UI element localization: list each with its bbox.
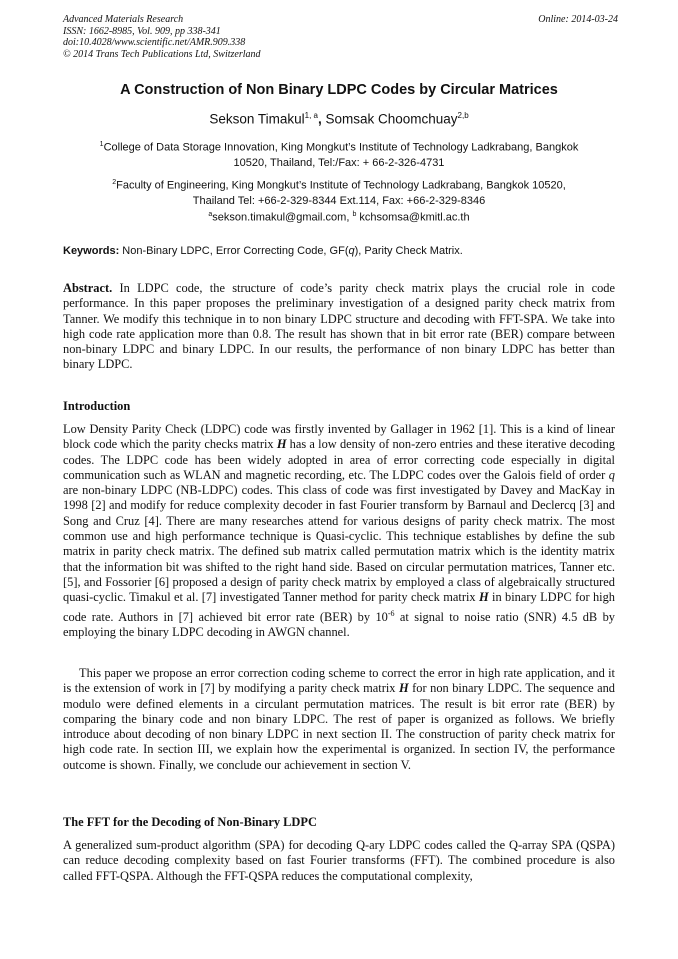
intro-p1-part-a: Low Density Parity Check (LDPC) code was firstly invented by Gallager in 1962 [1]. This is a kind of linear block code which the parity checks matrix xyxy=(63,422,615,452)
author-1-superscript: 1, a xyxy=(304,111,318,120)
online-date: Online: 2014-03-24 xyxy=(538,14,618,25)
fft-paragraph-1: A generalized sum-product algorithm (SPA) for decoding Q-ary LDPC codes called the Q-array SPA (QSPA) can reduce decoding complexity based on fast Fourier transforms (FFT). The combined procedure is also called FFT-QSPA. Although the FFT-QSPA reduces the computational complexity, xyxy=(63,838,615,883)
doi-line: doi:10.4028/www.scientific.net/AMR.909.338 xyxy=(63,37,246,48)
abstract-label: Abstract. xyxy=(63,281,113,295)
email-line xyxy=(55,207,623,226)
introduction-heading: Introduction xyxy=(63,399,131,413)
matrix-h-symbol: H xyxy=(276,437,287,452)
author-2-superscript: 2,b xyxy=(457,111,469,120)
intro-p2-part-a: This paper we propose an error correction coding scheme to correct the error in high rate application, and it is the extension of work in [7] by modifying a parity check matrix xyxy=(63,666,615,696)
author-line xyxy=(40,111,638,127)
affiliation-2 xyxy=(55,175,623,210)
email-a: sekson.timakul@gmail.com, xyxy=(212,211,353,224)
keywords-label: Keywords: xyxy=(63,245,120,257)
author-1: Sekson Timakul xyxy=(209,111,305,127)
affiliation-1-line-1: College of Data Storage Innovation, King Mongkut’s Institute of Technology Ladkrabang, Bangkok xyxy=(103,141,579,154)
affiliation-1 xyxy=(55,137,623,172)
issn-line: ISSN: 1662-8985, Vol. 909, pp 338-341 xyxy=(63,25,221,37)
ber-exponent: -6 xyxy=(387,608,395,618)
matrix-h-symbol: H xyxy=(399,681,409,696)
intro-p1-part-b: has a low density of non-zero entries and these iterative decoding codes. The LDPC code has been widely adopted in area of error correcting code especially in digital communication such as WLAN and magnetic recording, etc. The LDPC codes over the Galois field of order xyxy=(63,437,615,482)
affiliation-1-line-2: 10520, Thailand, Tel:/Fax: + 66-2-326-4731 xyxy=(233,157,445,170)
matrix-h-symbol: H xyxy=(478,590,489,605)
intro-p2-part-b: for non binary LDPC. The sequence and modulo were defined elements in a circulant permutation matrices. The result is bit error rate (BER) by comparing the binary code and non binary LDPC. The rest of paper is organized as follows. We briefly introduce about decoding of non binary LDPC in next section II. The construction of parity check matrix for high code rate. In section III, we explain how the experimental is organized. In section IV, the performance outcome is shown. Finally, we conclude our achievement in section V. xyxy=(63,681,615,772)
email-b-superscript: b xyxy=(352,211,357,218)
introduction-paragraph-2 xyxy=(63,666,615,773)
intro-p1-part-d: in binary LDPC for high code rate. Authors in [7] achieved bit error rate (BER) by 10 xyxy=(63,590,616,624)
copyright-line: © 2014 Trans Tech Publications Ltd, Switzerland xyxy=(63,48,261,60)
field-order-q: q xyxy=(608,467,615,482)
affiliation-2-line-2: Thailand Tel: +66-2-329-8344 Ext.114, Fax: +66-2-329-8346 xyxy=(192,195,486,208)
email-b: kchsomsa@kmitl.ac.th xyxy=(356,211,470,224)
fft-section-heading: The FFT for the Decoding of Non-Binary LDPC xyxy=(63,815,317,829)
affiliation-2-line-1: Faculty of Engineering, King Mongkut’s Institute of Technology Ladkrabang, Bangkok 10520, xyxy=(116,179,566,192)
author-separator: , xyxy=(317,111,326,127)
email-a-superscript: a xyxy=(208,211,213,218)
journal-name: Advanced Materials Research xyxy=(63,14,184,25)
abstract-text: In LDPC code, the structure of code’s parity check matrix plays the crucial role in code performance. In this paper proposes the preliminary investigation of a designed parity check matrix from Tanner. We modify this technique in to non binary LDPC structure and decoding with FFT-SPA. We take into high code rate application more than 0.8. The result has shown that in bit error rate (BER) compare between non-binary LDPC and binary LDPC. In our results, the performance of non binary LDPC has better than binary LDPC. xyxy=(63,281,615,372)
introduction-paragraph-1 xyxy=(63,422,615,640)
author-2: Somsak Choomchuay xyxy=(325,111,458,127)
running-header xyxy=(63,14,618,60)
abstract-paragraph xyxy=(63,281,615,373)
intro-p1-part-e: at signal to noise ratio (SNR) 4.5 dB by employing the binary LDPC decoding in AWGN channel. xyxy=(63,609,615,639)
paper-title: A Construction of Non Binary LDPC Codes by Circular Matrices xyxy=(120,82,558,98)
intro-p1-part-c: are non-binary LDPC (NB-LDPC) codes. This class of code was first investigated by Davey and MacKay in 1998 [2] and modify for reduce complexity decoder in fast Fourier transform by Barnaul and Declercq [3] and Song and Cruz [4]. There are many researches attend for various designs of parity check matrix. The most common use and high performance technique is Quasi-cyclic. This technique establishes by define the sub matrix in parity check matrix. The defined sub matrix called permutation matrix which is the identity matrix that the information bit was shifted to the right hand side. Based on circular permutation matrices, Tanner etc. [5], and Fossorier [6] proposed a design of parity check matrix by employed a class of algebraically structured quasi-cyclic. Timakul et al. [7] investigated Tanner method for parity check matrix xyxy=(63,483,615,605)
keywords xyxy=(63,245,623,257)
keywords-text-1: Non-Binary LDPC, Error Correcting Code, GF( xyxy=(119,245,349,257)
affiliation-1-number: 1 xyxy=(99,141,104,148)
keywords-text-2: ), Parity Check Matrix. xyxy=(354,245,463,257)
keywords-q: q xyxy=(348,245,355,257)
affiliation-2-number: 2 xyxy=(112,179,117,186)
